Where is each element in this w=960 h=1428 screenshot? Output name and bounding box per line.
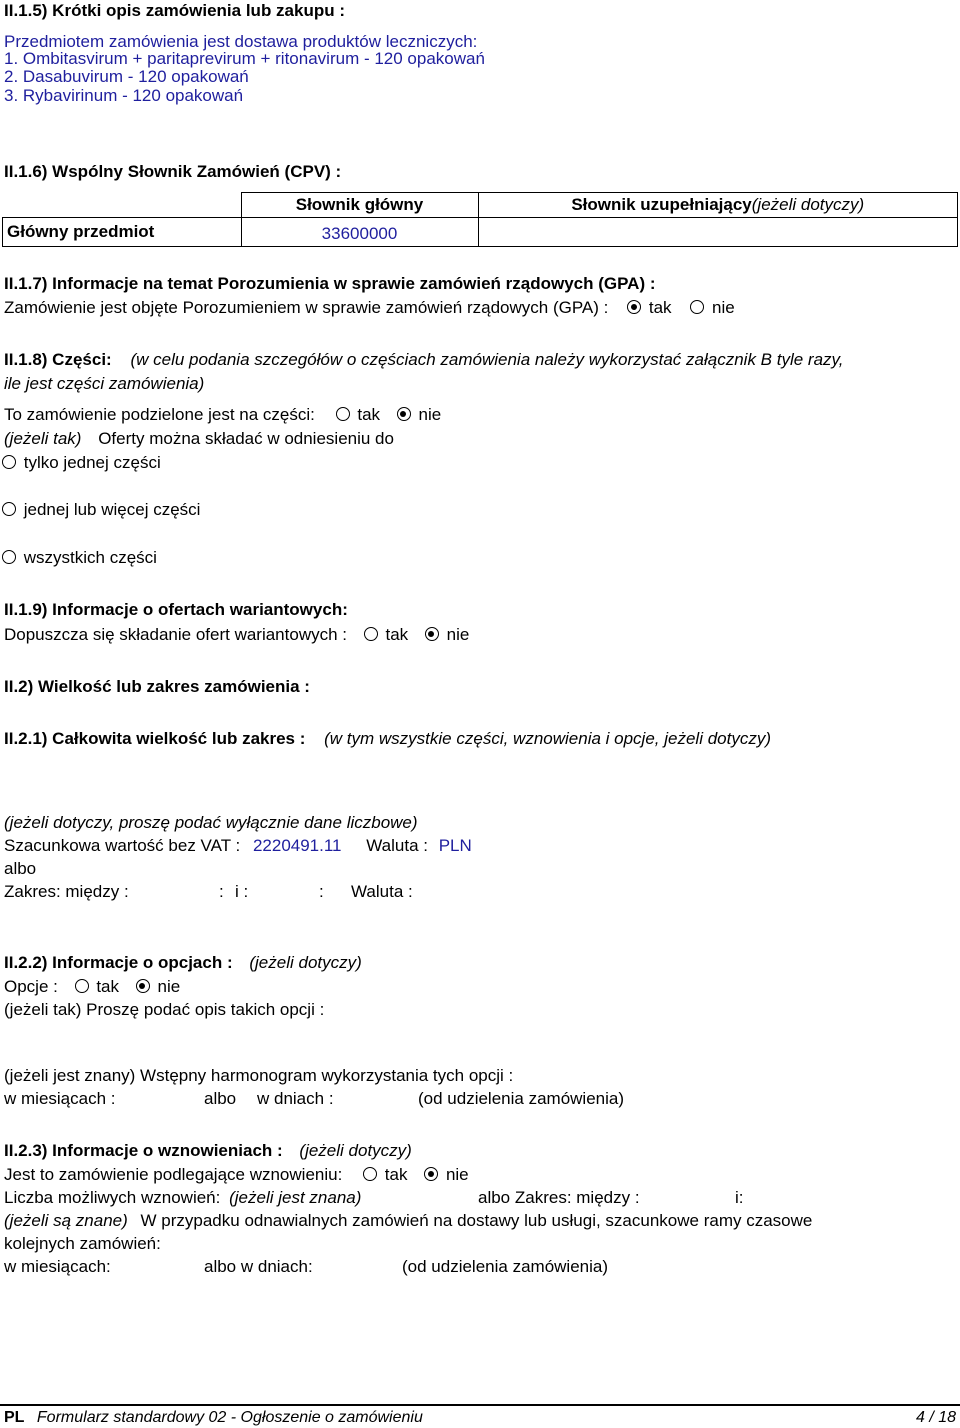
- renewals-question: Jest to zamówienie podlegające wznowieniu:: [4, 1165, 343, 1184]
- lots-yes-radio[interactable]: [336, 407, 350, 421]
- options-no-radio[interactable]: [136, 979, 150, 993]
- options-note: (jeżeli dotyczy): [249, 953, 362, 972]
- variants-no-label: nie: [446, 625, 470, 644]
- section-heading-1-6: II.1.6) Wspólny Słownik Zamówień (CPV) :: [4, 162, 342, 181]
- options-days: w dniach :: [257, 1089, 334, 1108]
- cpv-row-label: Główny przedmiot: [3, 218, 242, 247]
- options-yes-radio[interactable]: [75, 979, 89, 993]
- gpa-yes-radio[interactable]: [627, 300, 641, 314]
- renewals-no-label: nie: [445, 1165, 469, 1184]
- section-heading-2: II.2) Wielkość lub zakres zamówienia :: [4, 677, 310, 696]
- section-heading-1-5: II.1.5) Krótki opis zamówienia lub zakupu :: [4, 1, 345, 20]
- option-more-lots: [2, 500, 200, 520]
- total-quantity-heading-row: [4, 729, 771, 749]
- variants-row: [4, 625, 469, 645]
- footer-left: [4, 1408, 423, 1427]
- options-describe: (jeżeli tak) Proszę podać opis takich opcji :: [4, 1000, 325, 1019]
- renewals-text: W przypadku odnawialnych zamówień na dostawy lub usługi, szacunkowe ramy czasowe: [140, 1211, 813, 1230]
- value-row: [4, 836, 472, 856]
- options-yes-label: tak: [96, 977, 120, 996]
- renewals-months: w miesiącach:: [4, 1257, 111, 1276]
- all-lots-radio[interactable]: [2, 550, 16, 564]
- gpa-no-label: nie: [712, 298, 735, 317]
- lots-yes-label: tak: [357, 405, 381, 424]
- more-lots-radio[interactable]: [2, 502, 16, 516]
- options-heading-row: [4, 953, 362, 973]
- option-one-lot: [2, 453, 161, 473]
- description-line: Przedmiotem zamówienia jest dostawa produktów leczniczych:: [4, 32, 478, 51]
- currency-label: Waluta :: [366, 836, 428, 855]
- value-label: Szacunkowa wartość bez VAT :: [4, 836, 241, 855]
- cpv-main-code: 33600000: [241, 218, 478, 247]
- options-months: w miesiącach :: [4, 1089, 116, 1108]
- renewals-yes-label: tak: [384, 1165, 408, 1184]
- gpa-yes-label: tak: [648, 298, 672, 317]
- renewals-yes-radio[interactable]: [363, 1167, 377, 1181]
- gpa-row: [4, 298, 735, 318]
- cpv-col-main: Słownik główny: [241, 193, 478, 218]
- footer-form: Formularz standardowy 02 - Ogłoszenie o zamówieniu: [36, 1409, 423, 1426]
- range-colon: :: [219, 882, 224, 901]
- variants-question: Dopuszcza się składanie ofert wariantowych :: [4, 625, 347, 644]
- or-text: albo: [4, 859, 37, 878]
- range-colon-2: :: [319, 882, 324, 901]
- options-schedule: (jeżeli jest znany) Wstępny harmonogram wykorzystania tych opcji :: [4, 1066, 514, 1085]
- option-all-lots: [2, 548, 157, 568]
- variants-no-radio[interactable]: [425, 627, 439, 641]
- options-no-label: nie: [157, 977, 181, 996]
- offers-label: Oferty można składać w odniesieniu do: [98, 429, 394, 448]
- page-number: 4 / 18: [915, 1409, 956, 1426]
- estimated-value: 2220491.11: [252, 836, 342, 855]
- all-lots-label: wszystkich części: [23, 548, 157, 567]
- renewals-no-radio[interactable]: [424, 1167, 438, 1181]
- lots-row: [4, 405, 441, 425]
- numeric-note: (jeżeli dotyczy, proszę podać wyłącznie dane liczbowe): [4, 813, 418, 832]
- if-yes-note: (jeżeli tak): [4, 429, 82, 448]
- range-currency-label: Waluta :: [351, 882, 413, 901]
- renewals-known-row: [4, 1211, 812, 1231]
- footer-divider: [0, 1404, 960, 1406]
- section-heading-2-2: II.2.2) Informacje o opcjach :: [4, 953, 233, 972]
- description-line: 1. Ombitasvirum + paritaprevirum + ritonavirum - 120 opakowań: [4, 49, 485, 68]
- gpa-question: Zamówienie jest objęte Porozumieniem w sprawie zamówień rządowych (GPA) :: [4, 298, 609, 317]
- lots-no-radio[interactable]: [397, 407, 411, 421]
- gpa-no-radio[interactable]: [690, 300, 704, 314]
- renewals-count-row: [4, 1188, 361, 1208]
- cpv-col-supp: Słownik uzupełniający(jeżeli dotyczy): [478, 193, 958, 218]
- renewals-from-award: (od udzielenia zamówienia): [402, 1257, 609, 1276]
- one-lot-label: tylko jednej części: [23, 453, 161, 472]
- lots-no-label: nie: [418, 405, 442, 424]
- one-lot-radio[interactable]: [2, 455, 16, 469]
- variants-yes-label: tak: [385, 625, 409, 644]
- more-lots-label: jednej lub więcej części: [23, 500, 201, 519]
- footer-lang: PL: [4, 1409, 25, 1426]
- options-row: [4, 977, 180, 997]
- lots-note-2: ile jest części zamówienia): [4, 374, 205, 393]
- renewals-range-i: i:: [735, 1188, 744, 1207]
- section-heading-1-7: II.1.7) Informacje na temat Porozumienia w sprawie zamówień rządowych (GPA) :: [4, 274, 656, 293]
- cpv-table: [2, 192, 958, 247]
- range-and: i :: [235, 882, 249, 901]
- renewals-row: [4, 1165, 469, 1185]
- total-quantity-note: (w tym wszystkie części, wznowienia i opcje, jeżeli dotyczy): [324, 729, 771, 748]
- section-heading-2-3: II.2.3) Informacje o wznowieniach :: [4, 1141, 283, 1160]
- currency-value: PLN: [438, 836, 472, 855]
- renewals-count-note: (jeżeli jest znana): [229, 1188, 362, 1207]
- renewals-text-2: kolejnych zamówień:: [4, 1234, 161, 1253]
- renewals-count-label: Liczba możliwych wznowień:: [4, 1188, 221, 1207]
- renewals-known-note: (jeżeli są znane): [4, 1211, 128, 1230]
- options-or: albo: [204, 1089, 237, 1108]
- offers-row: [4, 429, 394, 449]
- renewals-range: albo Zakres: między :: [478, 1188, 640, 1207]
- lots-question: To zamówienie podzielone jest na części:: [4, 405, 315, 424]
- renewals-or-days: albo w dniach:: [204, 1257, 313, 1276]
- options-from-award: (od udzielenia zamówienia): [418, 1089, 625, 1108]
- cpv-supp-code: [478, 218, 958, 247]
- description-line: 2. Dasabuvirum - 120 opakowań: [4, 67, 249, 86]
- lots-note: (w celu podania szczegółów o częściach zamówienia należy wykorzystać załącznik B tyle razy,: [130, 350, 844, 369]
- range-label: Zakres: między :: [4, 882, 129, 901]
- renewals-heading-row: [4, 1141, 412, 1161]
- options-label: Opcje :: [4, 977, 58, 996]
- renewals-note: (jeżeli dotyczy): [299, 1141, 412, 1160]
- section-heading-1-9: II.1.9) Informacje o ofertach wariantowych:: [4, 600, 348, 619]
- lots-heading-row: [4, 350, 844, 370]
- description-line: 3. Rybavirinum - 120 opakowań: [4, 86, 244, 105]
- section-heading-1-8: II.1.8) Części:: [4, 350, 112, 369]
- section-heading-2-1: II.2.1) Całkowita wielkość lub zakres :: [4, 729, 306, 748]
- variants-yes-radio[interactable]: [364, 627, 378, 641]
